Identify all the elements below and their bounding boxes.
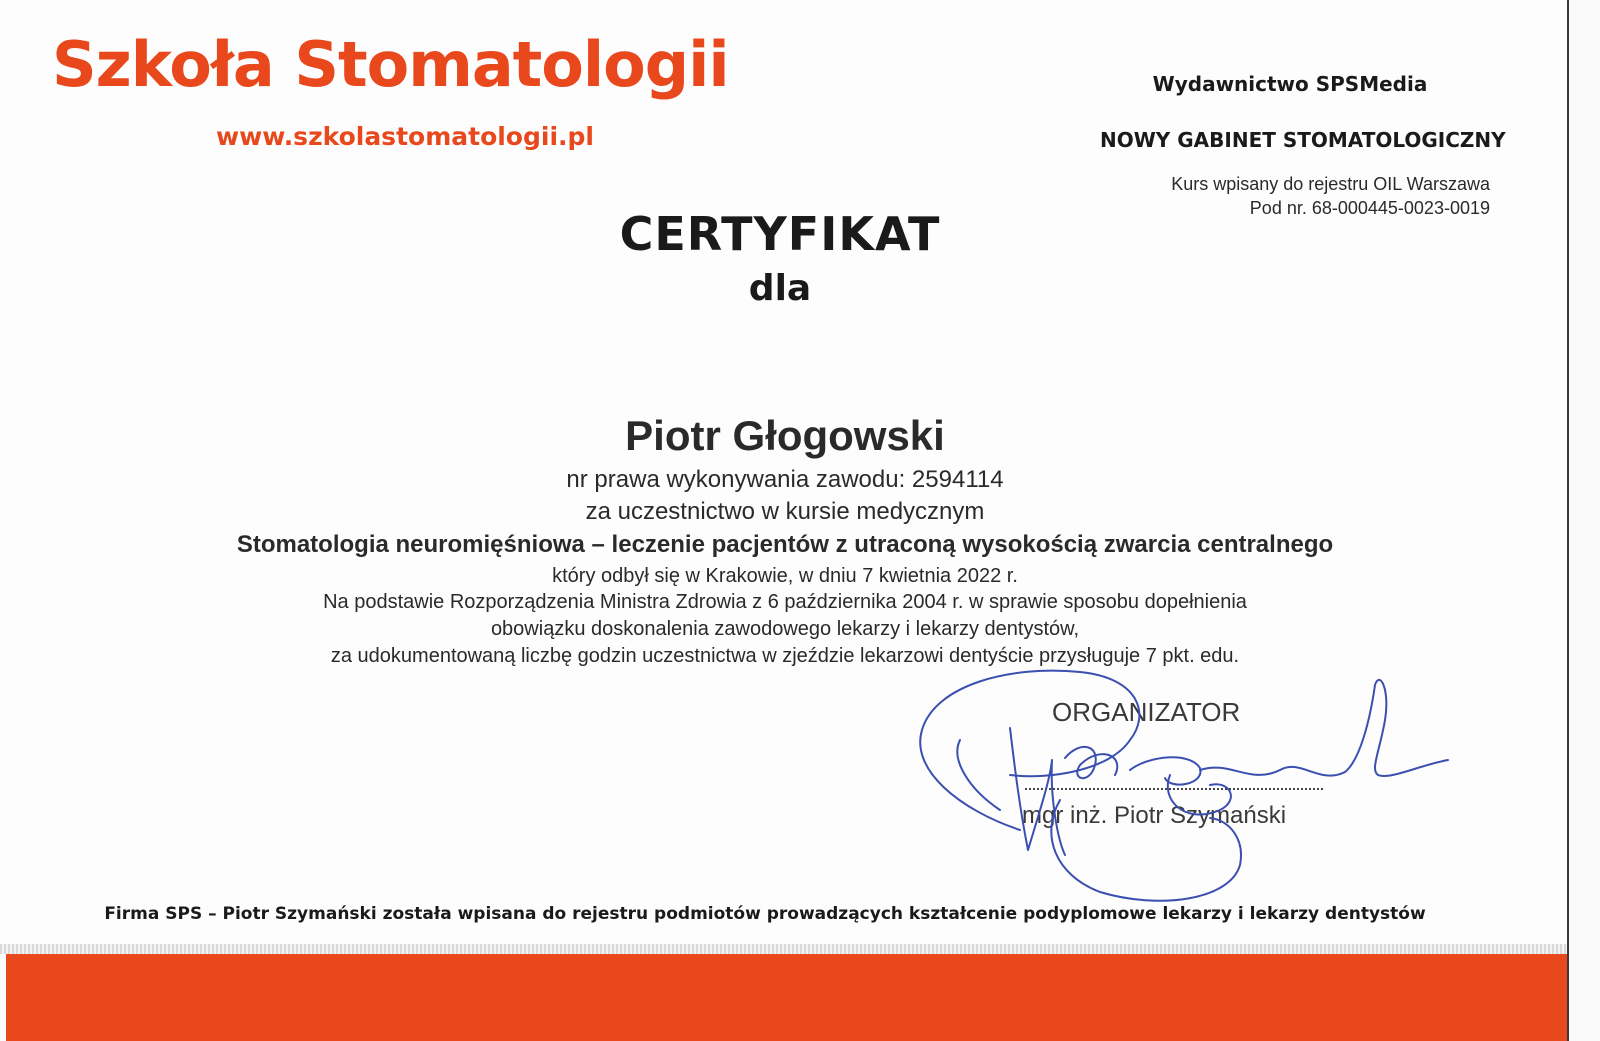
certificate-for-label: dla bbox=[748, 268, 812, 309]
footer-band bbox=[6, 954, 1567, 1041]
register-line-1: Kurs wpisany do rejestru OIL Warszawa bbox=[1171, 174, 1490, 194]
register-line-2: Pod nr. 68-000445-0023-0019 bbox=[1249, 198, 1490, 218]
footer-note: Firma SPS – Piotr Szymański została wpisana do rejestru podmiotów prowadzących kształcenie podyplomowe lekarzy i lekarzy dentystów bbox=[104, 904, 1426, 924]
brand-url: www.szkolastomatologii.pl bbox=[216, 122, 594, 151]
magazine-name: NOWY GABINET STOMATOLOGICZNY bbox=[1100, 128, 1506, 152]
signature-line bbox=[1025, 788, 1323, 790]
footer-hatch bbox=[0, 944, 1567, 954]
legal-basis-line-2: obowiązku doskonalenia zawodowego lekarzy i lekarzy dentystów, bbox=[490, 618, 1080, 640]
course-name: Stomatologia neuromięśniowa – leczenie pacjentów z utraconą wysokością zwarcia centralnego bbox=[236, 531, 1334, 558]
publisher-name: Wydawnictwo SPSMedia bbox=[1152, 72, 1428, 96]
brand-title: Szkoła Stomatologii bbox=[52, 28, 729, 101]
organizer-name: mgr inż. Piotr Szymański bbox=[1022, 802, 1287, 829]
scan-margin bbox=[1569, 0, 1600, 1041]
recipient-name: Piotr Głogowski bbox=[625, 412, 945, 459]
participation-line: za uczestnictwo w kursie medycznym bbox=[585, 498, 985, 525]
organizer-label: ORGANIZATOR bbox=[1052, 697, 1241, 727]
course-date: który odbył się w Krakowie, w dniu 7 kwietnia 2022 r. bbox=[552, 565, 1018, 587]
certificate-title: CERTYFIKAT bbox=[619, 207, 941, 261]
legal-basis-line-3: za udokumentowaną liczbę godzin uczestnictwa w zjeździe lekarzowi dentyście przysługuje 7 pkt. edu. bbox=[330, 645, 1240, 667]
license-number: nr prawa wykonywania zawodu: 2594114 bbox=[566, 466, 1004, 493]
legal-basis-line-1: Na podstawie Rozporządzenia Ministra Zdrowia z 6 października 2004 r. w sprawie sposobu dopełnienia bbox=[323, 591, 1247, 613]
